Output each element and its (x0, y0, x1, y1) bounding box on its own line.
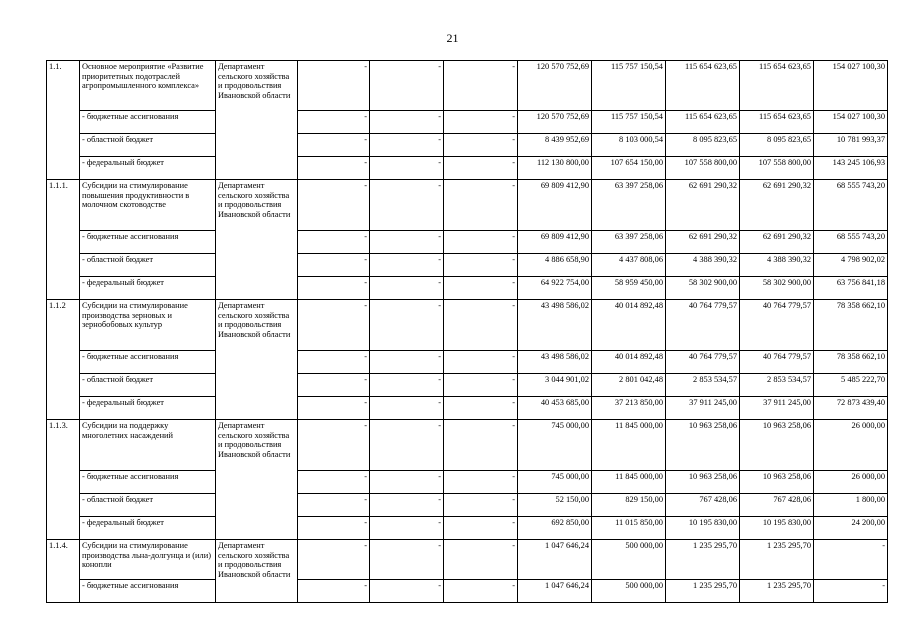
section-code: 1.1.2 (47, 300, 80, 420)
subrow-label: - бюджетные ассигнования (80, 580, 216, 603)
subrow-label: - областной бюджет (80, 254, 216, 277)
amount-cell: - (298, 61, 370, 111)
amount-cell: 143 245 106,93 (814, 157, 888, 180)
page-number: 21 (446, 31, 459, 45)
amount-cell: 62 691 290,32 (666, 231, 740, 254)
section-subrow (47, 397, 888, 420)
amount-cell: 829 150,00 (592, 494, 666, 517)
amount-cell: - (298, 231, 370, 254)
amount-cell: - (370, 277, 444, 300)
amount-cell: 745 000,00 (518, 420, 592, 471)
amount-cell: - (370, 517, 444, 540)
section-department: Департамент сельского хозяйства и продовольствия Ивановской области (216, 420, 298, 540)
section-department: Департамент сельского хозяйства и продовольствия Ивановской области (216, 300, 298, 420)
subrow-label: - областной бюджет (80, 374, 216, 397)
amount-cell: 26 000,00 (814, 420, 888, 471)
amount-cell: 115 654 623,65 (740, 61, 814, 111)
subrow-label: - областной бюджет (80, 134, 216, 157)
amount-cell: 115 757 150,54 (592, 111, 666, 134)
amount-cell: 68 555 743,20 (814, 231, 888, 254)
amount-cell: 63 756 841,18 (814, 277, 888, 300)
amount-cell: - (370, 374, 444, 397)
amount-cell: - (370, 351, 444, 374)
amount-cell: 69 809 412,90 (518, 231, 592, 254)
amount-cell: 63 397 258,06 (592, 231, 666, 254)
amount-cell: 72 873 439,40 (814, 397, 888, 420)
section-row (47, 180, 888, 231)
amount-cell: - (444, 420, 518, 471)
amount-cell: 40 764 779,57 (666, 351, 740, 374)
amount-cell: - (298, 277, 370, 300)
amount-cell: - (370, 300, 444, 351)
amount-cell: 40 014 892,48 (592, 300, 666, 351)
amount-cell: 1 047 646,24 (518, 540, 592, 580)
section-subrow (47, 277, 888, 300)
amount-cell: - (444, 61, 518, 111)
section-name: Субсидии на стимулирование повышения продуктивности в молочном скотоводстве (80, 180, 216, 231)
section-code: 1.1.1. (47, 180, 80, 300)
amount-cell: 1 800,00 (814, 494, 888, 517)
amount-cell: 40 764 779,57 (666, 300, 740, 351)
amount-cell: 5 485 222,70 (814, 374, 888, 397)
amount-cell: - (298, 397, 370, 420)
amount-cell: 1 235 295,70 (666, 540, 740, 580)
amount-cell: 115 654 623,65 (740, 111, 814, 134)
amount-cell: - (298, 471, 370, 494)
subrow-label: - федеральный бюджет (80, 397, 216, 420)
amount-cell: 4 886 658,90 (518, 254, 592, 277)
amount-cell: 40 764 779,57 (740, 300, 814, 351)
amount-cell: - (444, 580, 518, 603)
section-department: Департамент сельского хозяйства и продовольствия Ивановской области (216, 180, 298, 300)
amount-cell: 11 845 000,00 (592, 471, 666, 494)
section-subrow (47, 471, 888, 494)
amount-cell: 37 911 245,00 (740, 397, 814, 420)
section-subrow (47, 231, 888, 254)
amount-cell: 69 809 412,90 (518, 180, 592, 231)
amount-cell: - (814, 580, 888, 603)
amount-cell: - (370, 540, 444, 580)
amount-cell: 10 781 993,37 (814, 134, 888, 157)
section-code: 1.1.3. (47, 420, 80, 540)
amount-cell: 115 757 150,54 (592, 61, 666, 111)
section-subrow (47, 134, 888, 157)
amount-cell: - (444, 374, 518, 397)
amount-cell: - (298, 111, 370, 134)
amount-cell: 10 963 258,06 (740, 471, 814, 494)
amount-cell: 107 654 150,00 (592, 157, 666, 180)
amount-cell: - (298, 494, 370, 517)
amount-cell: 2 853 534,57 (666, 374, 740, 397)
amount-cell: - (370, 254, 444, 277)
amount-cell: 120 570 752,69 (518, 61, 592, 111)
amount-cell: 62 691 290,32 (666, 180, 740, 231)
amount-cell: - (370, 420, 444, 471)
amount-cell: 1 235 295,70 (740, 540, 814, 580)
amount-cell: 8 095 823,65 (740, 134, 814, 157)
amount-cell: - (298, 374, 370, 397)
amount-cell: - (444, 254, 518, 277)
amount-cell: - (298, 540, 370, 580)
amount-cell: - (370, 111, 444, 134)
amount-cell: - (298, 254, 370, 277)
amount-cell: 10 963 258,06 (666, 420, 740, 471)
amount-cell: - (298, 180, 370, 231)
section-subrow (47, 517, 888, 540)
amount-cell: - (444, 180, 518, 231)
amount-cell: - (370, 231, 444, 254)
section-name: Основное мероприятие «Развитие приоритетных подотраслей агропромышленного комплекса» (80, 61, 216, 111)
section-subrow (47, 351, 888, 374)
amount-cell: 10 963 258,06 (666, 471, 740, 494)
amount-cell: 11 845 000,00 (592, 420, 666, 471)
amount-cell: 24 200,00 (814, 517, 888, 540)
amount-cell: 62 691 290,32 (740, 180, 814, 231)
amount-cell: - (370, 494, 444, 517)
amount-cell: 500 000,00 (592, 580, 666, 603)
amount-cell: 692 850,00 (518, 517, 592, 540)
amount-cell: - (298, 420, 370, 471)
amount-cell: 11 015 850,00 (592, 517, 666, 540)
amount-cell: - (370, 157, 444, 180)
section-department: Департамент сельского хозяйства и продовольствия Ивановской области (216, 540, 298, 603)
amount-cell: 43 498 586,02 (518, 300, 592, 351)
section-name: Субсидии на стимулирование производства льна-долгунца и (или) конопли (80, 540, 216, 580)
amount-cell: - (444, 277, 518, 300)
amount-cell: - (444, 111, 518, 134)
amount-cell: 40 764 779,57 (740, 351, 814, 374)
amount-cell: 58 302 900,00 (740, 277, 814, 300)
amount-cell: 112 130 800,00 (518, 157, 592, 180)
section-department: Департамент сельского хозяйства и продовольствия Ивановской области (216, 61, 298, 180)
amount-cell: - (444, 134, 518, 157)
amount-cell: 115 654 623,65 (666, 61, 740, 111)
amount-cell: 115 654 623,65 (666, 111, 740, 134)
section-subrow (47, 580, 888, 603)
subrow-label: - бюджетные ассигнования (80, 351, 216, 374)
amount-cell: 1 235 295,70 (740, 580, 814, 603)
subrow-label: - федеральный бюджет (80, 157, 216, 180)
amount-cell: 58 302 900,00 (666, 277, 740, 300)
amount-cell: 1 235 295,70 (666, 580, 740, 603)
amount-cell: 52 150,00 (518, 494, 592, 517)
amount-cell: 2 801 042,48 (592, 374, 666, 397)
section-name: Субсидии на стимулирование производства зерновых и зернобобовых культур (80, 300, 216, 351)
amount-cell: - (298, 580, 370, 603)
amount-cell: 4 388 390,32 (740, 254, 814, 277)
amount-cell: - (444, 397, 518, 420)
amount-cell: - (370, 134, 444, 157)
amount-cell: 43 498 586,02 (518, 351, 592, 374)
amount-cell: - (370, 471, 444, 494)
amount-cell: - (370, 180, 444, 231)
section-row (47, 540, 888, 580)
amount-cell: 767 428,06 (666, 494, 740, 517)
amount-cell: - (444, 517, 518, 540)
amount-cell: 154 027 100,30 (814, 111, 888, 134)
amount-cell: - (298, 134, 370, 157)
amount-cell: 40 453 685,00 (518, 397, 592, 420)
amount-cell: - (444, 351, 518, 374)
budget-table (46, 60, 888, 603)
amount-cell: - (298, 300, 370, 351)
subrow-label: - федеральный бюджет (80, 277, 216, 300)
amount-cell: 107 558 800,00 (666, 157, 740, 180)
amount-cell: 500 000,00 (592, 540, 666, 580)
amount-cell: 10 195 830,00 (740, 517, 814, 540)
subrow-label: - бюджетные ассигнования (80, 471, 216, 494)
amount-cell: 64 922 754,00 (518, 277, 592, 300)
amount-cell: 68 555 743,20 (814, 180, 888, 231)
amount-cell: 8 095 823,65 (666, 134, 740, 157)
amount-cell: - (298, 517, 370, 540)
amount-cell: 26 000,00 (814, 471, 888, 494)
amount-cell: 2 853 534,57 (740, 374, 814, 397)
section-name: Субсидии на поддержку многолетних насаждений (80, 420, 216, 471)
amount-cell: - (444, 540, 518, 580)
amount-cell: - (814, 540, 888, 580)
amount-cell: 4 388 390,32 (666, 254, 740, 277)
amount-cell: 767 428,06 (740, 494, 814, 517)
amount-cell: 4 437 808,06 (592, 254, 666, 277)
amount-cell: 3 044 901,02 (518, 374, 592, 397)
amount-cell: 37 911 245,00 (666, 397, 740, 420)
amount-cell: 154 027 100,30 (814, 61, 888, 111)
amount-cell: 62 691 290,32 (740, 231, 814, 254)
subrow-label: - бюджетные ассигнования (80, 231, 216, 254)
amount-cell: - (370, 61, 444, 111)
amount-cell: - (444, 494, 518, 517)
amount-cell: 40 014 892,48 (592, 351, 666, 374)
amount-cell: - (444, 231, 518, 254)
amount-cell: 107 558 800,00 (740, 157, 814, 180)
subrow-label: - областной бюджет (80, 494, 216, 517)
amount-cell: 37 213 850,00 (592, 397, 666, 420)
amount-cell: 4 798 902,02 (814, 254, 888, 277)
section-code: 1.1.4. (47, 540, 80, 603)
section-row (47, 61, 888, 111)
amount-cell: - (444, 157, 518, 180)
amount-cell: - (444, 471, 518, 494)
amount-cell: - (298, 351, 370, 374)
subrow-label: - федеральный бюджет (80, 517, 216, 540)
section-subrow (47, 374, 888, 397)
amount-cell: 745 000,00 (518, 471, 592, 494)
section-subrow (47, 254, 888, 277)
amount-cell: - (370, 397, 444, 420)
amount-cell: - (370, 580, 444, 603)
amount-cell: 10 963 258,06 (740, 420, 814, 471)
amount-cell: 8 439 952,69 (518, 134, 592, 157)
amount-cell: - (444, 300, 518, 351)
section-row (47, 300, 888, 351)
amount-cell: 63 397 258,06 (592, 180, 666, 231)
section-subrow (47, 157, 888, 180)
amount-cell: 1 047 646,24 (518, 580, 592, 603)
section-row (47, 420, 888, 471)
amount-cell: 58 959 450,00 (592, 277, 666, 300)
section-subrow (47, 111, 888, 134)
amount-cell: 8 103 000,54 (592, 134, 666, 157)
amount-cell: - (298, 157, 370, 180)
amount-cell: 78 358 662,10 (814, 300, 888, 351)
amount-cell: 120 570 752,69 (518, 111, 592, 134)
amount-cell: 10 195 830,00 (666, 517, 740, 540)
section-subrow (47, 494, 888, 517)
section-code: 1.1. (47, 61, 80, 180)
amount-cell: 78 358 662,10 (814, 351, 888, 374)
subrow-label: - бюджетные ассигнования (80, 111, 216, 134)
